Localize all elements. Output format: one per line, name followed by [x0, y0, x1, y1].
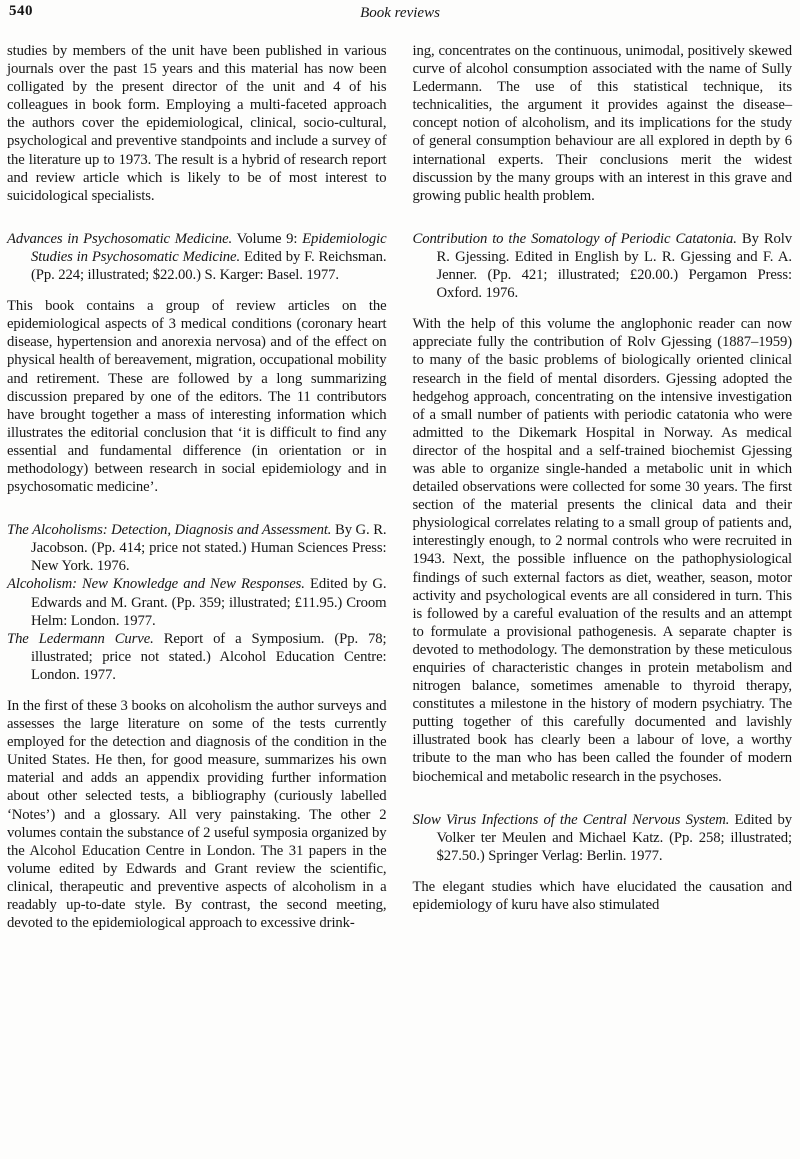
citation-entry: [7, 230, 387, 284]
citation-title: Contribution to the Somatology of Periodic Catatonia.: [412, 230, 737, 247]
citation-details: Volume 9:: [232, 230, 303, 247]
citation-entry: [7, 575, 387, 629]
running-head: [0, 0, 800, 27]
review-paragraph-psychosomatic: This book contains a group of review articles on the epidemiological aspects of 3 medical conditions (coronary heart disease, hypertension and anorexia nervosa) and of the effect on physical health of bereavement, migration, occupational mobility and retirement. These are followed by a long summarizing discussion prepared by one of the editors. The 11 contributors have brought together a mass of interesting information which illustrates the editorial conclusion that ‘it is difficult to find any essential and fundamental difference (in orientation or in methodology) between research in social epidemiology and in psychosomatic medicine’.: [7, 298, 387, 496]
citation-details: By G. R. Jacobson. (Pp. 414; price not stated.) Human Sciences Press: New York. 1976.: [31, 522, 387, 575]
book-citation-advances-psychosomatic: [7, 230, 387, 284]
left-column: [7, 42, 387, 932]
citation-entry: [413, 230, 793, 302]
review-paragraph-alcoholism: In the first of these 3 books on alcoholism the author surveys and assesses the large literature on some of the tests currently employed for the detection and diagnosis of the condition in the United States. He then, for good measure, summarizes his own material and adds an appendix providing further information about other selected tests, a bibliography (curiously labelled ‘Notes’) and a glossary. All very painstaking. The other 2 volumes contain the substance of 2 useful symposia organized by the Alcohol Education Centre in London. The 31 papers in the volume edited by Edwards and Grant review the scientific, clinical, therapeutic and preventive aspects of alcoholism in a readably up-to-date style. By contrast, the second meeting, devoted to the epidemiological approach to excessive drink-: [7, 698, 387, 932]
review-paragraph-suicidology: studies by members of the unit have been published in various journals over the past 15 years and this material has now been colligated by the present director of the unit and 4 of his colleagues in book form. Employing a multi-faceted approach the authors cover the epidemiological, clinical, socio-cultural, psychological and preventive standpoints and include a survey of the literature up to 1973. The result is a hybrid of research report and review article which is likely to be of most interest to suicidological specialists.: [7, 43, 387, 204]
review-paragraph-kuru: The elegant studies which have elucidated the causation and epidemiology of kuru have also stimulated: [412, 878, 792, 914]
right-column: [413, 42, 793, 932]
citation-entry: [7, 521, 387, 575]
book-citation-periodic-catatonia: [413, 230, 793, 302]
citation-title: The Alcoholisms: Detection, Diagnosis and Assessment.: [7, 522, 332, 539]
citation-title: Advances in Psychosomatic Medicine.: [7, 230, 233, 247]
citation-entry: [7, 630, 387, 684]
citation-title: Alcoholism: New Knowledge and New Responses.: [7, 576, 305, 593]
citation-details: Edited by G. Edwards and M. Grant. (Pp. 359; illustrated; £11.95.) Croom Helm: London. 1977.: [31, 576, 387, 629]
citation-title: Slow Virus Infections of the Central Nervous System.: [412, 811, 730, 828]
citation-details: Report of a Symposium. (Pp. 78; illustrated; price not stated.) Alcohol Education Centre: London. 1977.: [31, 630, 387, 683]
page-number: 540: [9, 3, 33, 19]
citation-details: By Rolv R. Gjessing. Edited in English by L. R. Gjessing and F. A. Jenner. (Pp. 421; illustrated; £20.00.) Pergamon Press: Oxford. 1976.: [436, 230, 793, 302]
book-citation-slow-virus: [413, 811, 793, 865]
review-paragraph-gjessing: With the help of this volume the anglophonic reader can now appreciate fully the contribution of Rolv Gjessing (1887–1959) to many of the basic problems of biologically oriented clinical research in the field of mental disorders. Gjessing adopted the hedgehog approach, concentrating on the intensive investigation of a small number of patients with periodic catatonia who were admitted to the Dikemark Hospital in Norway. As medical director of the hospital and a self-trained biochemist Gjessing was able to organize single-handed a metabolic unit in which detailed observations were collected for some 30 years. The first section of the material presents the clinical data and their physiological correlates relating to a small group of patients and, interestingly enough, to 2 normal controls who were recruited in 1943. Next, the possible influence on the pathophysiological findings of such external factors as diet, weather, season, motor activity and psychological events are all considered in turn. This is followed by a careful evaluation of the results and an attempt to formulate a provisional pathogenesis. A separate chapter is devoted to methodology. The demonstration by these meticulous enquiries of characteristic changes in protein metabolism and nitrogen balance, sometimes amenable to thyroid therapy, constitutes a milestone in the history of modern psychiatry. The putting together of this carefully documented and lavishly illustrated book has clearly been a labour of love, a worthy tribute to the man who has been called the founder of modern biochemical and metabolic research in the psychoses.: [412, 316, 792, 785]
book-citation-alcoholism-group: [7, 521, 387, 684]
citation-subtitle: Epidemiologic Studies in Psychosomatic Medicine.: [31, 230, 387, 265]
citation-title: The Ledermann Curve.: [7, 630, 154, 647]
citation-details: Edited by Volker ter Meulen and Michael Katz. (Pp. 258; illustrated; $27.50.) Springer Verlag: Berlin. 1977.: [436, 811, 792, 864]
review-paragraph-ledermann-continued: ing, concentrates on the continuous, unimodal, positively skewed curve of alcohol consumption associated with the name of Sully Ledermann. The use of this statistical technique, its technicalities, the argument it provides against the disease–concept notion of alcoholism, and its implications for the study of general consumption behaviour are all explored in depth by 6 international experts. Their conclusions merit the widest discussion by the many groups with an interest in this grave and growing public health problem.: [412, 43, 792, 204]
citation-entry: [413, 811, 793, 865]
two-column-text: [0, 42, 800, 932]
citation-details: Edited by F. Reichsman. (Pp. 224; illustrated; $22.00.) S. Karger: Basel. 1977.: [31, 248, 387, 284]
running-title: Book reviews: [360, 5, 440, 21]
